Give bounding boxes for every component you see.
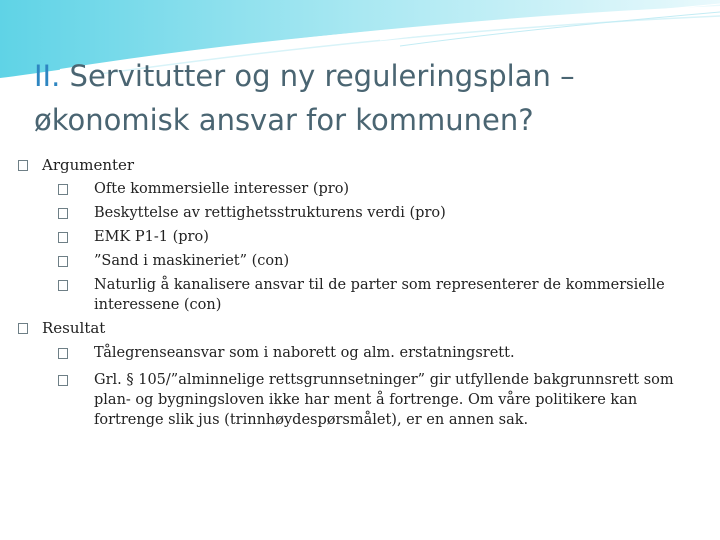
list-item: Tålegrenseansvar som i naborett og alm. erstatningsrett. (80, 343, 685, 363)
list-item: EMK P1-1 (pro) (80, 227, 685, 247)
square-bullet-icon (58, 256, 68, 267)
list-item: Argumenter (42, 155, 682, 175)
square-bullet-icon (58, 208, 68, 219)
title-number: II. (34, 59, 61, 93)
list-item: Beskyttelse av rettighetsstrukturens verdi (pro) (80, 203, 685, 223)
square-bullet-icon (58, 348, 68, 359)
title-text: Servitutter og ny reguleringsplan – økonomisk ansvar for kommunen? (34, 59, 575, 137)
square-bullet-icon (58, 280, 68, 291)
square-bullet-icon (58, 232, 68, 243)
square-bullet-icon (58, 375, 68, 386)
list-item: ”Sand i maskineriet” (con) (80, 251, 685, 271)
square-bullet-icon (18, 323, 28, 334)
list-item: Ofte kommersielle interesser (pro) (80, 179, 685, 199)
list-item: Resultat (42, 318, 682, 338)
square-bullet-icon (18, 160, 28, 171)
list-item: Naturlig å kanalisere ansvar til de parter som representerer de kommersielle interessene (con) (80, 275, 685, 315)
square-bullet-icon (58, 184, 68, 195)
list-item: Grl. § 105/”alminnelige rettsgrunnsetninger” gir utfyllende bakgrunnsrett som plan- og bygningsloven ikke har ment å fortrenge. Om våre politikere kan fortrenge slik jus (trinnhøydespørsmålet), er en annen sak. (80, 370, 685, 430)
